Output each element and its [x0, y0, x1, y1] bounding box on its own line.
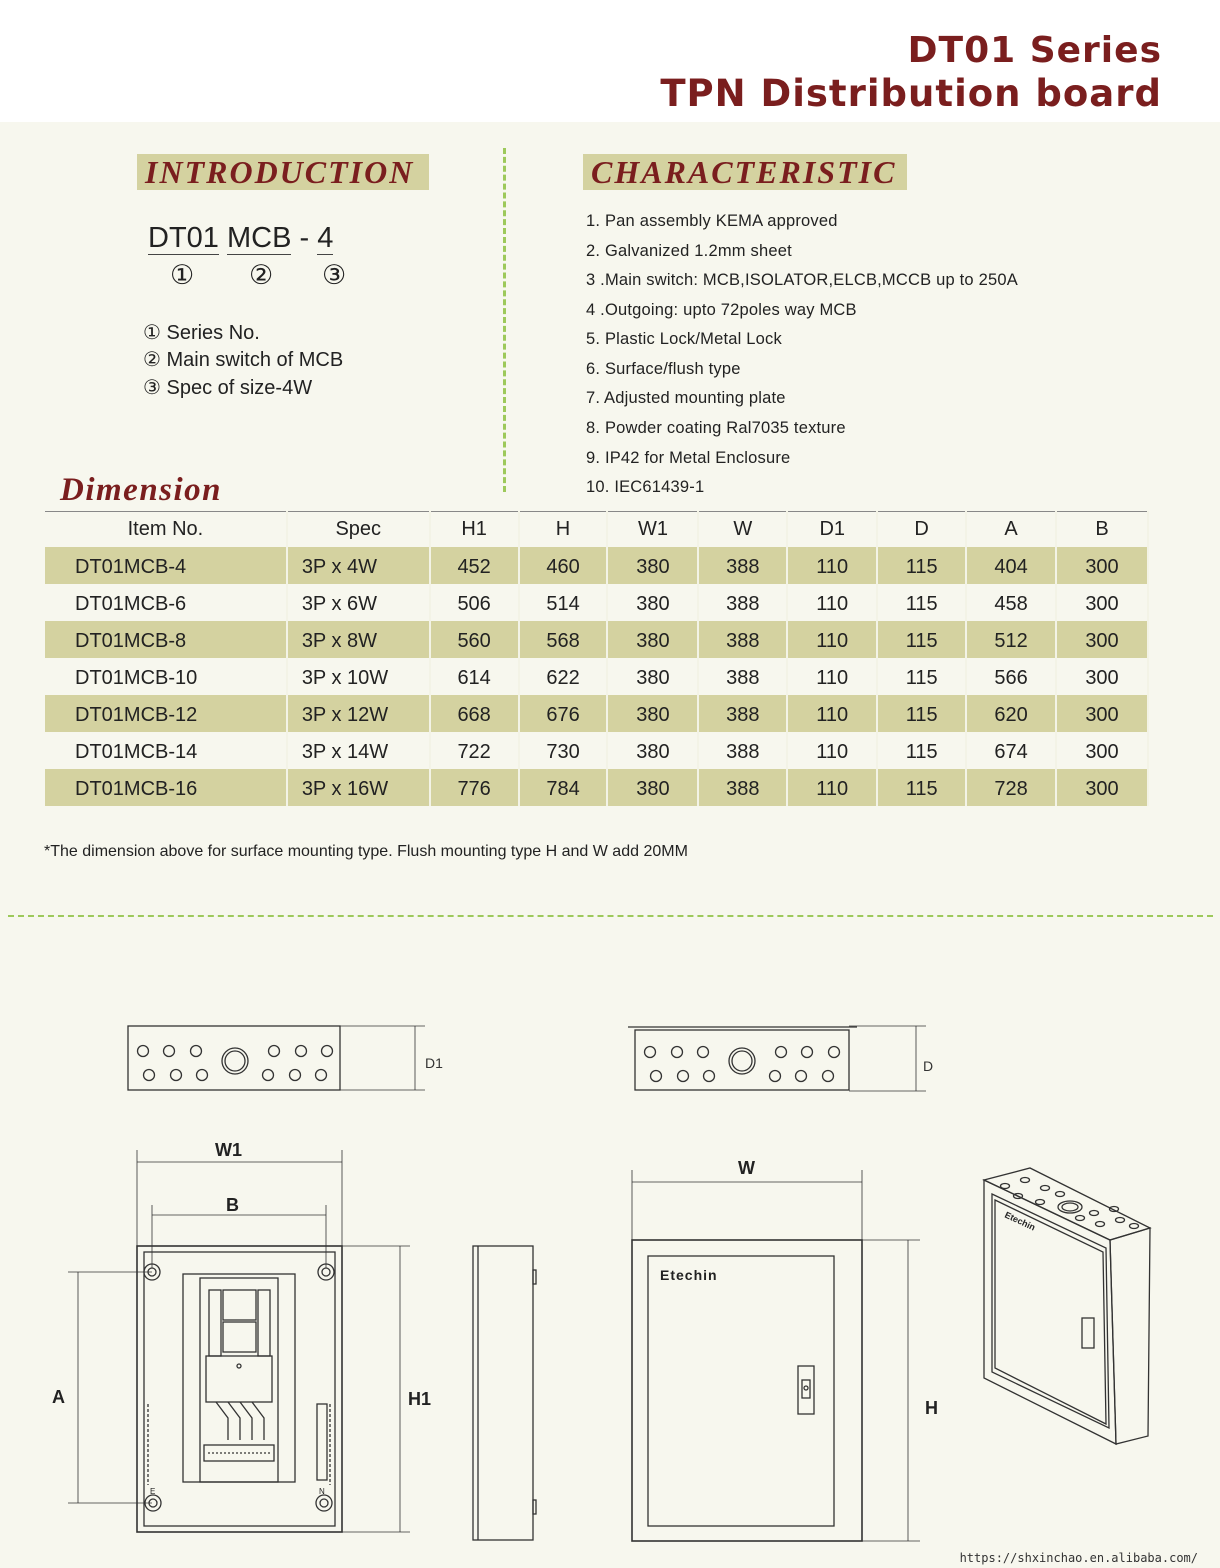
column-header: B [1056, 512, 1148, 547]
code-part-dash: - [299, 222, 310, 254]
table-cell: 3P x 6W [287, 584, 430, 621]
column-header: Spec [287, 512, 430, 547]
table-cell: 784 [519, 769, 608, 806]
knockout-hole [1076, 1216, 1085, 1221]
table-cell: 3P x 8W [287, 621, 430, 658]
table-cell: 460 [519, 547, 608, 584]
knockout-hole [316, 1070, 327, 1081]
knockout-hole [823, 1071, 834, 1082]
table-cell: 776 [430, 769, 519, 806]
knockout-hole [164, 1046, 175, 1057]
label-b: B [226, 1195, 239, 1215]
table-cell: 388 [698, 732, 787, 769]
table-row [45, 769, 1148, 806]
knockout-hole [770, 1071, 781, 1082]
code-marker-2: ② [249, 260, 274, 290]
table-cell: 380 [607, 584, 698, 621]
table-cell: 388 [698, 695, 787, 732]
knockout-hole [1021, 1178, 1030, 1183]
table-cell: 110 [787, 547, 877, 584]
knockout-hole [1130, 1224, 1139, 1229]
table-cell: 388 [698, 658, 787, 695]
column-header: D [877, 512, 966, 547]
knockout-hole [171, 1070, 182, 1081]
knockout-hole [322, 1046, 333, 1057]
table-cell: 676 [519, 695, 608, 732]
characteristic-item: 8. Powder coating Ral7035 texture [586, 419, 846, 437]
characteristic-item: 9. IP42 for Metal Enclosure [586, 449, 791, 467]
knockout-hole [1001, 1184, 1010, 1189]
table-cell: DT01MCB-6 [45, 584, 287, 621]
knockout-hole [269, 1046, 280, 1057]
table-cell: 388 [698, 547, 787, 584]
knockout-hole [651, 1071, 662, 1082]
table-row [45, 584, 1148, 621]
table-cell: 115 [877, 621, 966, 658]
table-cell: DT01MCB-8 [45, 621, 287, 658]
source-url: https://shxinchao.en.alibaba.com/ [959, 1551, 1198, 1565]
technical-drawings [0, 930, 1220, 1550]
legend-item: ③ Spec of size-4W [143, 377, 313, 399]
knockout-hole [704, 1071, 715, 1082]
label-earth: E [150, 1487, 156, 1496]
table-cell: 300 [1056, 547, 1148, 584]
table-cell: 300 [1056, 769, 1148, 806]
brand-logo-iso: Etechin [1003, 1209, 1037, 1233]
knockout-hole [829, 1047, 840, 1058]
table-cell: 614 [430, 658, 519, 695]
front-view-door [632, 1170, 920, 1541]
table-cell: 388 [698, 769, 787, 806]
label-d: D [923, 1058, 934, 1074]
characteristic-item: 6. Surface/flush type [586, 360, 741, 378]
knockout-hole [197, 1070, 208, 1081]
table-cell: 3P x 14W [287, 732, 430, 769]
column-header: H [519, 512, 608, 547]
page-title-series: DT01 Series [907, 30, 1162, 71]
table-cell: 110 [787, 769, 877, 806]
table-cell: 620 [966, 695, 1056, 732]
knockout-hole [672, 1047, 683, 1058]
column-header: H1 [430, 512, 519, 547]
column-header: Item No. [45, 512, 287, 547]
page-title-product: TPN Distribution board [660, 72, 1162, 115]
code-marker-1: ① [170, 260, 195, 290]
dimension-heading: Dimension [60, 472, 223, 508]
dimension-table [45, 511, 1149, 806]
table-cell: 115 [877, 732, 966, 769]
front-view-internal [68, 1150, 410, 1532]
table-cell: 3P x 12W [287, 695, 430, 732]
table-cell: 3P x 16W [287, 769, 430, 806]
knockout-hole [645, 1047, 656, 1058]
table-cell: 560 [430, 621, 519, 658]
table-row [45, 547, 1148, 584]
introduction-heading: INTRODUCTION [137, 154, 429, 190]
column-header: D1 [787, 512, 877, 547]
table-cell: 380 [607, 769, 698, 806]
table-cell: 110 [787, 621, 877, 658]
table-cell: 674 [966, 732, 1056, 769]
table-cell: 380 [607, 732, 698, 769]
knockout-hole [1116, 1218, 1125, 1223]
characteristic-item: 3 .Main switch: MCB,ISOLATOR,ELCB,MCCB up to 250A [586, 271, 1018, 289]
knockout-hole [802, 1047, 813, 1058]
table-cell: DT01MCB-12 [45, 695, 287, 732]
column-header: W1 [607, 512, 698, 547]
table-cell: 110 [787, 584, 877, 621]
table-cell: DT01MCB-14 [45, 732, 287, 769]
label-w: W [738, 1158, 755, 1178]
brand-logo-front: Etechin [660, 1267, 718, 1283]
table-cell: 300 [1056, 621, 1148, 658]
code-marker-3: ③ [322, 260, 347, 290]
table-cell: 404 [966, 547, 1056, 584]
table-cell: 300 [1056, 695, 1148, 732]
table-cell: 728 [966, 769, 1056, 806]
label-w1: W1 [215, 1140, 242, 1160]
table-cell: DT01MCB-10 [45, 658, 287, 695]
characteristic-item: 4 .Outgoing: upto 72poles way MCB [586, 301, 857, 319]
table-cell: 115 [877, 584, 966, 621]
table-cell: 452 [430, 547, 519, 584]
label-h1: H1 [408, 1389, 432, 1409]
table-cell: 388 [698, 621, 787, 658]
code-part-series: DT01 [148, 222, 219, 254]
table-cell: 566 [966, 658, 1056, 695]
table-row [45, 695, 1148, 732]
knockout-hole [698, 1047, 709, 1058]
table-cell: 722 [430, 732, 519, 769]
knockout-hole [678, 1071, 689, 1082]
table-cell: 110 [787, 695, 877, 732]
table-cell: 568 [519, 621, 608, 658]
table-cell: DT01MCB-16 [45, 769, 287, 806]
knockout-hole [1056, 1192, 1065, 1197]
table-cell: 115 [877, 547, 966, 584]
knockout-hole [263, 1070, 274, 1081]
label-a: A [52, 1387, 65, 1407]
label-neutral: N [319, 1487, 325, 1496]
knockout-hole [1096, 1222, 1105, 1227]
knockout-hole [290, 1070, 301, 1081]
dimension-note: *The dimension above for surface mounting type. Flush mounting type H and W add 20MM [44, 843, 688, 860]
table-cell: 458 [966, 584, 1056, 621]
knockout-hole [191, 1046, 202, 1057]
table-cell: 380 [607, 547, 698, 584]
model-code [148, 222, 333, 255]
top-view-d1 [128, 1026, 425, 1090]
table-cell: 506 [430, 584, 519, 621]
table-cell: 380 [607, 695, 698, 732]
column-header: A [966, 512, 1056, 547]
top-view-d [628, 1026, 926, 1091]
section-divider [503, 148, 506, 492]
table-cell: 380 [607, 621, 698, 658]
table-cell: 514 [519, 584, 608, 621]
table-cell: 512 [966, 621, 1056, 658]
knockout-hole [144, 1070, 155, 1081]
table-cell: 300 [1056, 658, 1148, 695]
table-cell: 300 [1056, 584, 1148, 621]
table-cell: 110 [787, 658, 877, 695]
characteristic-item: 5. Plastic Lock/Metal Lock [586, 330, 782, 348]
table-cell: 115 [877, 658, 966, 695]
code-part-size: 4 [317, 222, 334, 254]
table-header-row [45, 512, 1148, 547]
knockout-hole [296, 1046, 307, 1057]
table-cell: 668 [430, 695, 519, 732]
knockout-hole [796, 1071, 807, 1082]
knockout-hole [138, 1046, 149, 1057]
table-cell: 730 [519, 732, 608, 769]
knockout-hole [776, 1047, 787, 1058]
legend-item: ② Main switch of MCB [143, 349, 344, 371]
characteristic-item: 2. Galvanized 1.2mm sheet [586, 242, 792, 260]
table-cell: 300 [1056, 732, 1148, 769]
knockout-hole [1090, 1211, 1099, 1216]
knockout-hole [1036, 1200, 1045, 1205]
table-row [45, 732, 1148, 769]
label-d1: D1 [425, 1055, 443, 1071]
table-cell: 388 [698, 584, 787, 621]
section-divider [8, 915, 1213, 917]
characteristic-heading: CHARACTERISTIC [583, 154, 907, 190]
legend-item: ① Series No. [143, 322, 260, 344]
characteristic-item: 7. Adjusted mounting plate [586, 389, 786, 407]
characteristic-item: 1. Pan assembly KEMA approved [586, 212, 838, 230]
table-row [45, 621, 1148, 658]
table-cell: 622 [519, 658, 608, 695]
table-cell: 110 [787, 732, 877, 769]
table-cell: 3P x 10W [287, 658, 430, 695]
table-cell: 115 [877, 695, 966, 732]
code-part-switch: MCB [226, 222, 292, 254]
label-h: H [925, 1398, 938, 1418]
side-view [473, 1246, 536, 1540]
table-cell: 115 [877, 769, 966, 806]
knockout-hole [1041, 1186, 1050, 1191]
characteristic-item: 10. IEC61439-1 [586, 478, 705, 496]
column-header: W [698, 512, 787, 547]
table-cell: 3P x 4W [287, 547, 430, 584]
table-cell: DT01MCB-4 [45, 547, 287, 584]
table-row [45, 658, 1148, 695]
table-cell: 380 [607, 658, 698, 695]
